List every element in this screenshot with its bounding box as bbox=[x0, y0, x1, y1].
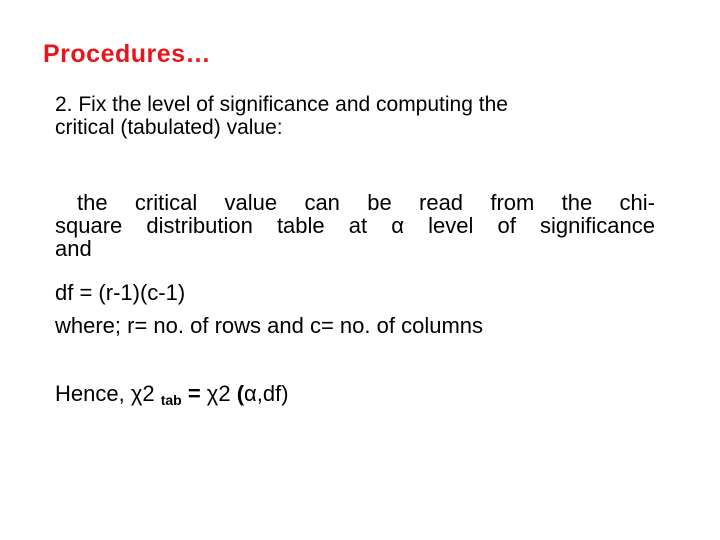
step-heading bbox=[55, 93, 675, 139]
where-definition: where; r= no. of rows and c= no. of columns bbox=[55, 313, 484, 338]
slide-title: Procedures… bbox=[43, 40, 212, 68]
step-heading-line-2: critical (tabulated) value: bbox=[55, 116, 283, 139]
open-paren: ( bbox=[236, 381, 245, 406]
explanation-line-1: the critical value can be read from the chi- bbox=[77, 190, 655, 215]
explanation-line-3: and bbox=[55, 236, 92, 261]
tab-subscript: tab bbox=[160, 392, 182, 408]
chi-square-symbol: χ2 bbox=[206, 381, 237, 406]
hence-lead: Hence, χ2 bbox=[55, 381, 161, 406]
alpha-df-args: α,df) bbox=[244, 381, 289, 406]
equals-sign: = bbox=[181, 381, 207, 406]
explanation-paragraph bbox=[55, 191, 655, 260]
df-formula: df = (r-1)(c-1) bbox=[55, 280, 186, 305]
explanation-line-2: square distribution table at α level of significance bbox=[55, 213, 655, 238]
hence-formula bbox=[55, 381, 289, 408]
step-heading-line-1: 2. Fix the level of significance and computing the bbox=[55, 93, 508, 116]
